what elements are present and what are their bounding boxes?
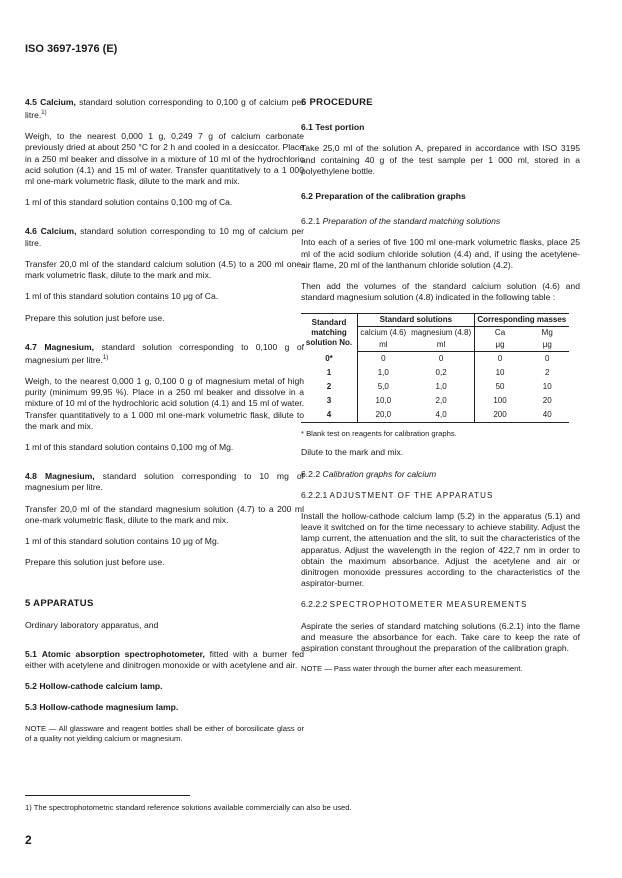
clause-4-7-number: 4.7 (25, 341, 37, 352)
footnote-ref: 1) (102, 354, 109, 361)
cell-ca: 100 (493, 396, 507, 406)
cell-mg: 2 (545, 368, 550, 378)
cell-calcium: 1,0 (377, 368, 389, 378)
clause-4-6-title: Calcium, (40, 226, 77, 237)
document-header: ISO 3697-1976 (E) (25, 43, 118, 55)
col-header-magnesium: magnesium (4.8) (409, 327, 475, 340)
clause-4-6-text: Transfer 20,0 ml of the standard calcium solution (4.5) to a 200 ml one-mark volumetric flask, dilute to the mark and mix. (25, 258, 304, 281)
clause-4-8-desc: standard solution corresponding to 10 mg of magnesium per litre. (25, 471, 305, 493)
clause-6-2-1-number: 6.2.1 (301, 216, 321, 227)
clause-4-7-desc: standard solution corresponding to 0,100 g of magnesium per litre. (25, 341, 304, 365)
clause-4-8-prepare: Prepare this solution just before use. (25, 557, 165, 568)
cell-calcium: 0 (381, 354, 386, 364)
clause-6-2-2-1-title: ADJUSTMENT OF THE APPARATUS (329, 490, 494, 500)
clause-6-2-2-2-number: 6.2.2.2 (301, 599, 328, 610)
cell-ca: 50 (495, 382, 505, 392)
cell-magnesium: 4,0 (409, 408, 475, 423)
clause-6-2-2-2-heading (301, 599, 580, 610)
unit-ug: μg (525, 339, 569, 352)
left-column (25, 97, 304, 754)
clause-6-2-2-1-text: Install the hollow-cathode calcium lamp (5.2) in the apparatus (5.1) and leave it switched on for the time necessary to achieve stability. Adjust the lamp current, the attenuation and the slit, to suit the characteristics of the apparatus. Adjust the wavelength in the region of 422,7 nm in order to obtain the maximum absorbance. Adjust the acetylene and air or dinitrogen monoxide pressures according to the characteristics of the aspirator-burner. (301, 511, 580, 589)
calibration-table (301, 313, 569, 423)
clause-5-1-title: Atomic absorption spectrophotometer, (41, 648, 205, 659)
page-footnote: 1) The spectrophotometric standard reference solutions available commercially can also be used. (25, 803, 352, 812)
table-footnote: * Blank test on reagents for calibration graphs. (301, 429, 457, 439)
clause-5-2: 5.2 Hollow-cathode calcium lamp. (25, 681, 163, 692)
clause-4-8-text: Transfer 20,0 ml of the standard magnesium solution (4.7) to a 200 ml one-mark volumetric flask, dilute to the mark and mix. (25, 503, 304, 525)
section-6-heading: 6 PROCEDURE (301, 97, 373, 108)
cell-number: 3 (301, 394, 358, 408)
clause-4-6-content: 1 ml of this standard solution contains 10 μg of Ca. (25, 291, 219, 302)
cell-number: 4 (301, 408, 358, 423)
cell-magnesium: 1,0 (409, 380, 475, 394)
clause-4-8-number: 4.8 (25, 471, 37, 482)
clause-4-5-desc: standard solution corresponding to 0,100 g of calcium per litre. (25, 97, 305, 121)
clause-5-1 (25, 649, 304, 671)
footnote-divider (25, 795, 190, 796)
col-header-corresponding-masses: Corresponding masses (474, 314, 569, 327)
table-row (301, 366, 569, 380)
cell-calcium: 20,0 (358, 408, 409, 423)
footnote-ref: 1) (41, 110, 47, 117)
clause-4-6-desc: standard solution corresponding to 10 mg of calcium per litre. (25, 226, 305, 248)
clause-4-8-content: 1 ml of this standard solution contains 10 μg of Mg. (25, 536, 220, 546)
clause-6-2-2-1-heading (301, 490, 580, 501)
table-row (301, 394, 569, 408)
cell-mg: 10 (542, 382, 552, 392)
clause-4-6-prepare: Prepare this solution just before use. (25, 312, 165, 323)
cell-ca: 0 (497, 354, 503, 364)
note-burner: NOTE — Pass water through the burner after each measurement. (301, 664, 523, 674)
cell-ca: 10 (495, 368, 505, 378)
col-header-ca: Ca (494, 328, 506, 338)
note-glassware: NOTE — All glassware and reagent bottles shall be either of borosilicate glass or of a quality not yielding calcium or magnesium. (25, 723, 304, 743)
cell-magnesium: 0 (409, 352, 475, 367)
cell-number: 0* (301, 352, 358, 367)
col-header-standard: Standard matching solution No. (301, 314, 358, 352)
clause-6-1-heading: 6.1 Test portion (301, 122, 365, 133)
clause-4-7 (25, 342, 304, 366)
clause-6-2-2-2-title: SPECTROPHOTOMETER MEASUREMENTS (329, 600, 528, 610)
clause-4-7-content: 1 ml of this standard solution contains 0,100 mg of Mg. (25, 441, 234, 452)
clause-4-6-number: 4.6 (25, 226, 37, 237)
clause-4-8-title: Magnesium, (44, 471, 95, 482)
unit-ml: ml (358, 339, 409, 352)
page-number: 2 (25, 833, 32, 847)
cell-calcium: 5,0 (377, 382, 389, 392)
cell-magnesium: 2,0 (409, 394, 475, 408)
clause-6-2-1-heading (301, 216, 580, 227)
clause-4-5-title: Calcium, (40, 97, 76, 107)
clause-6-2-heading: 6.2 Preparation of the calibration graphs (301, 191, 466, 202)
cell-calcium: 10,0 (375, 396, 392, 406)
table-row (301, 352, 569, 367)
col-header-calcium: calcium (4.6) (360, 328, 407, 338)
col-header-standard-solutions: Standard solutions (358, 314, 475, 327)
clause-4-6 (25, 226, 304, 248)
col-header-mg: Mg (541, 328, 553, 338)
cell-number: 2 (301, 380, 358, 394)
cell-ca: 200 (474, 408, 525, 423)
clause-6-2-2-number: 6.2.2 (301, 468, 321, 479)
cell-mg: 20 (542, 396, 552, 406)
clause-6-1-text: Take 25,0 ml of the solution A, prepared in accordance with ISO 3195 and containing 40 g of the test sample per 1 000 ml, stored in a polyethylene bottle. (301, 143, 580, 176)
dilute-text: Dilute to the mark and mix. (301, 447, 404, 458)
clause-4-5-text: Weigh, to the nearest 0,000 1 g, 0,249 7 g of calcium carbonate previously dried at about 250 °C for 2 h and cooled in a desiccator. Place in a 250 ml beaker and dissolve in a mixture of 10 ml of the hydrochloric acid solution (4.1) and 15 ml of water. Transfer quantitatively to a 1 000 ml one-mark volumetric flask, dilute to the mark and mix. (25, 131, 304, 187)
clause-6-2-1-text-2: Then add the volumes of the standard calcium solution (4.6) and standard magnesium solution (4.8) indicated in the following table : (301, 281, 580, 303)
clause-4-5 (25, 97, 304, 121)
cell-mg: 0 (545, 354, 550, 364)
clause-5-1-number: 5.1 (25, 648, 37, 659)
cell-magnesium: 0,2 (409, 366, 475, 380)
section-5-heading: 5 APPARATUS (25, 598, 94, 610)
clause-4-5-number: 4.5 (25, 97, 37, 107)
clause-4-7-text: Weigh, to the nearest 0,000 1 g, 0,100 0 g of magnesium metal of high purity (minimum 99,95 %). Place in a 250 ml beaker and dissolve in a mixture of 10 ml of the hydrochloric acid solution (4.1) and 15 ml of water. Transfer quantitatively to a 1 000 ml one-mark volumetric flask, dilute to the mark and mix. (25, 375, 304, 431)
clause-4-7-title: Magnesium, (44, 341, 95, 352)
table-row (301, 380, 569, 394)
clause-6-2-2-title: Calibration graphs for calcium (322, 468, 437, 479)
clause-6-2-2-2-text: Aspirate the series of standard matching solutions (6.2.1) into the flame and measure the absorbance for each. Take care to keep the rate of aspiration constant throughout the preparation of the calibration graph. (301, 620, 580, 654)
unit-ml: ml (409, 339, 475, 352)
section-5-intro: Ordinary laboratory apparatus, and (25, 619, 159, 630)
clause-6-2-2-heading (301, 469, 580, 480)
clause-6-2-2-1-number: 6.2.2.1 (301, 489, 328, 500)
unit-ug: μg (474, 339, 525, 352)
cell-number: 1 (301, 366, 358, 380)
right-column (301, 97, 580, 684)
clause-6-2-1-text: Into each of a series of five 100 ml one-mark volumetric flasks, place 25 ml of the acid sodium chloride solution (4.4) and, if using the acetylene-air flame, 20 ml of the lanthanum chloride solution (4.2). (301, 237, 580, 270)
clause-4-8 (25, 471, 304, 493)
table-row (301, 408, 569, 423)
clause-5-3: 5.3 Hollow-cathode magnesium lamp. (25, 702, 179, 713)
clause-6-2-1-title: Preparation of the standard matching solutions (322, 216, 501, 227)
cell-mg: 40 (525, 408, 569, 423)
clause-4-5-content: 1 ml of this standard solution contains 0,100 mg of Ca. (25, 197, 233, 208)
clause-5-1-desc: fitted with a burner fed either with acetylene and dinitrogen monoxide or with acetylene and air. (25, 648, 305, 671)
